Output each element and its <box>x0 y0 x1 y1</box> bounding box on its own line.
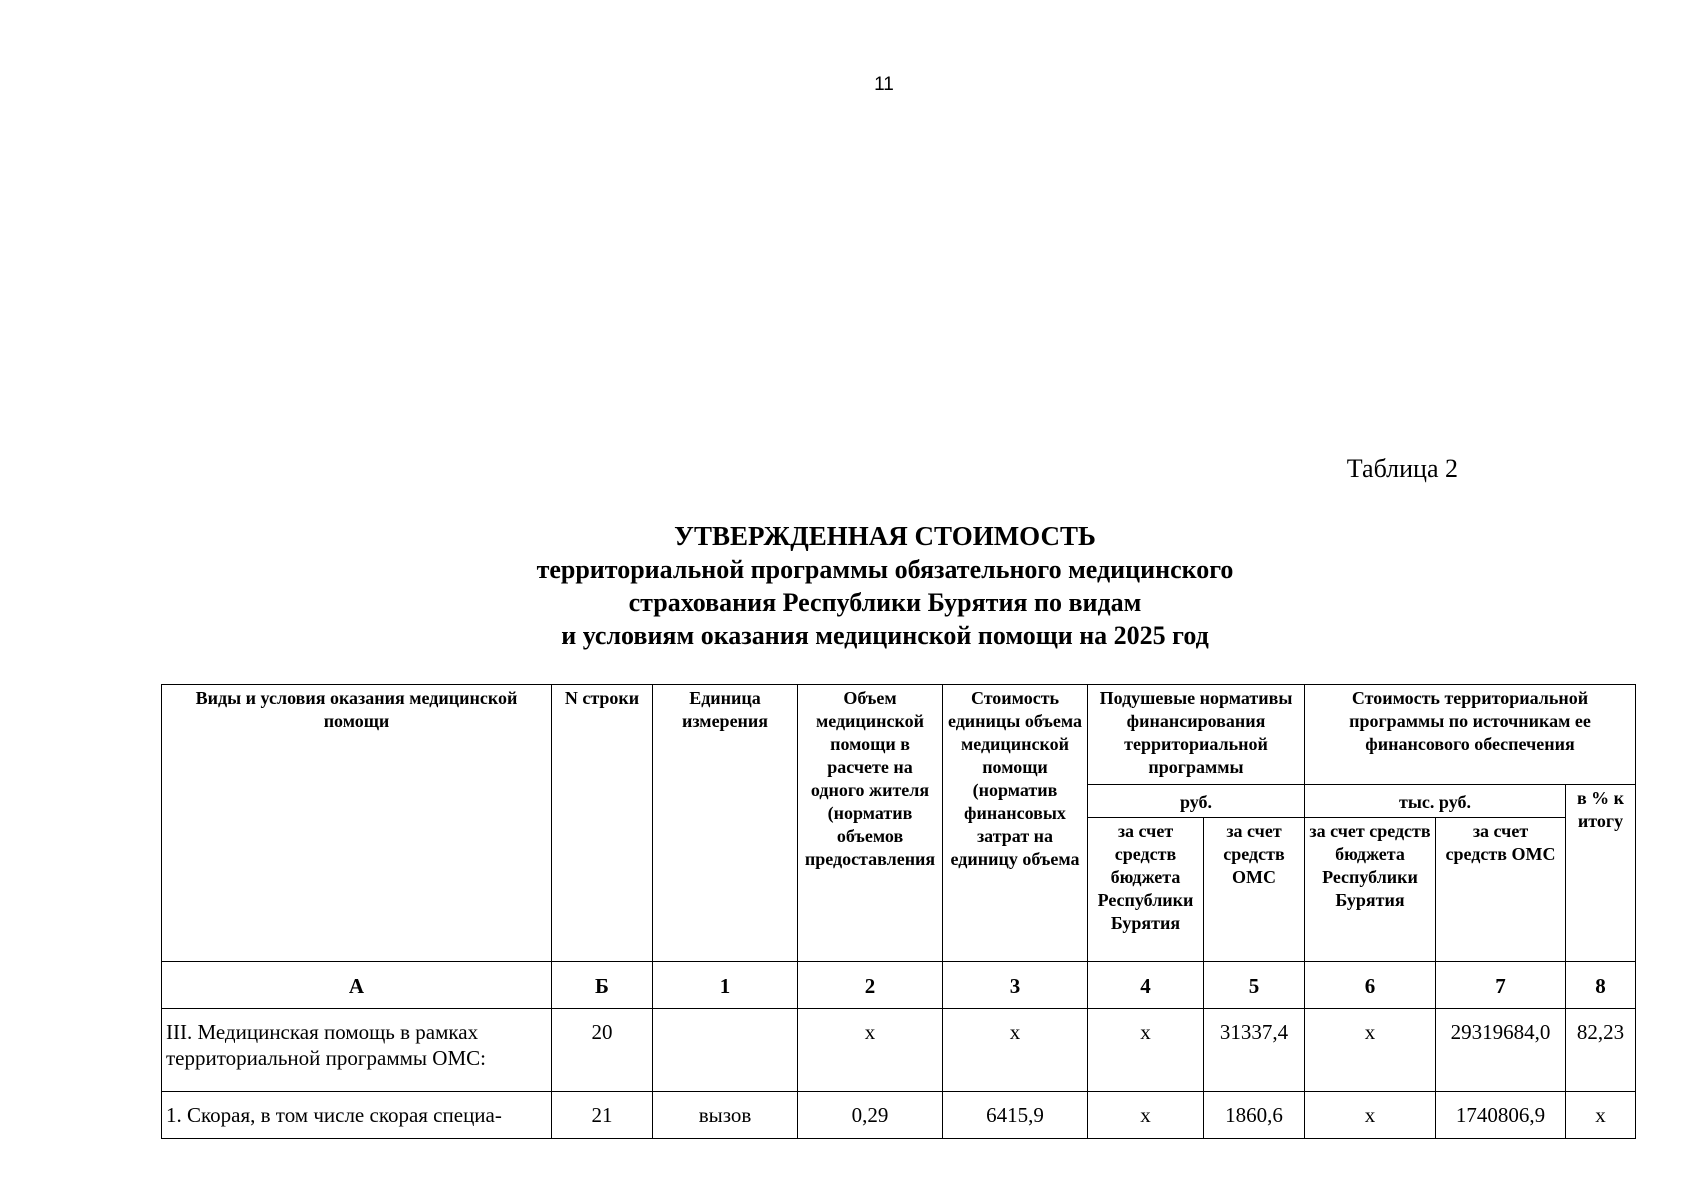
header-cost: Стоимость единицы объема медицинской помощи (норматив финансовых затрат на единицу объема <box>943 685 1088 962</box>
cell-oms-rub: 1860,6 <box>1204 1092 1305 1139</box>
header-row-no: N строки <box>552 685 653 962</box>
column-index: 1 <box>653 962 798 1009</box>
cell-budget-thousand: х <box>1305 1092 1436 1139</box>
header-kind: Виды и условия оказания медицинской помощи <box>162 685 552 962</box>
cell-oms-thousand: 29319684,0 <box>1436 1009 1566 1092</box>
column-index: 3 <box>943 962 1088 1009</box>
header-thousand-rub: тыс. руб. <box>1305 785 1566 818</box>
cell-unit: вызов <box>653 1092 798 1139</box>
title-line-3: страхования Республики Бурятия по видам <box>628 588 1142 617</box>
table-row <box>162 1092 1636 1139</box>
cell-name: 1. Скорая, в том числе скорая специа- <box>162 1092 552 1139</box>
header-budget-rb: за счет средств бюджета Республики Бурятия <box>1088 818 1204 962</box>
column-index: 2 <box>798 962 943 1009</box>
header-oms-thousand: за счет средств ОМС <box>1436 818 1566 962</box>
column-index: А <box>162 962 552 1009</box>
cell-volume: х <box>798 1009 943 1092</box>
header-program-cost: Стоимость территориальной программы по источникам ее финансового обеспечения <box>1305 685 1636 785</box>
title-line-2: территориальной программы обязательного медицинского <box>536 555 1234 584</box>
header-percent: в % к итогу <box>1566 785 1636 962</box>
cell-row-no: 20 <box>552 1009 653 1092</box>
cell-row-no: 21 <box>552 1092 653 1139</box>
cell-cost: х <box>943 1009 1088 1092</box>
cell-budget-rub: х <box>1088 1009 1204 1092</box>
column-index: 4 <box>1088 962 1204 1009</box>
cell-budget-thousand: х <box>1305 1009 1436 1092</box>
column-index-row <box>162 962 1636 1009</box>
cell-percent: 82,23 <box>1566 1009 1636 1092</box>
table-row <box>162 1009 1636 1092</box>
header-rub: руб. <box>1088 785 1305 818</box>
column-index: Б <box>552 962 653 1009</box>
title-line-1: УТВЕРЖДЕННАЯ СТОИМОСТЬ <box>674 521 1096 551</box>
table-label: Таблица 2 <box>1346 454 1458 483</box>
title-line-4: и условиям оказания медицинской помощи на 2025 год <box>561 621 1209 650</box>
header-unit: Единица измерения <box>653 685 798 962</box>
column-index: 7 <box>1436 962 1566 1009</box>
cell-name: III. Медицинская помощь в рамках территориальной программы ОМС: <box>162 1009 552 1092</box>
cell-oms-rub: 31337,4 <box>1204 1009 1305 1092</box>
page-number: 11 <box>874 74 894 95</box>
header-budget-rb-thousand: за счет средств бюджета Республики Бурятия <box>1305 818 1436 962</box>
cost-table <box>161 684 1636 1139</box>
column-index: 6 <box>1305 962 1436 1009</box>
header-volume: Объем медицинской помощи в расчете на одного жителя (норматив объемов предоставления <box>798 685 943 962</box>
cell-cost: 6415,9 <box>943 1092 1088 1139</box>
cell-percent: х <box>1566 1092 1636 1139</box>
cell-oms-thousand: 1740806,9 <box>1436 1092 1566 1139</box>
column-index: 5 <box>1204 962 1305 1009</box>
cell-volume: 0,29 <box>798 1092 943 1139</box>
header-per-capita: Подушевые нормативы финансирования территориальной программы <box>1088 685 1305 785</box>
column-index: 8 <box>1566 962 1636 1009</box>
document-title <box>160 520 1610 652</box>
cell-unit <box>653 1009 798 1092</box>
cell-budget-rub: х <box>1088 1092 1204 1139</box>
header-oms: за счет средств ОМС <box>1204 818 1305 962</box>
